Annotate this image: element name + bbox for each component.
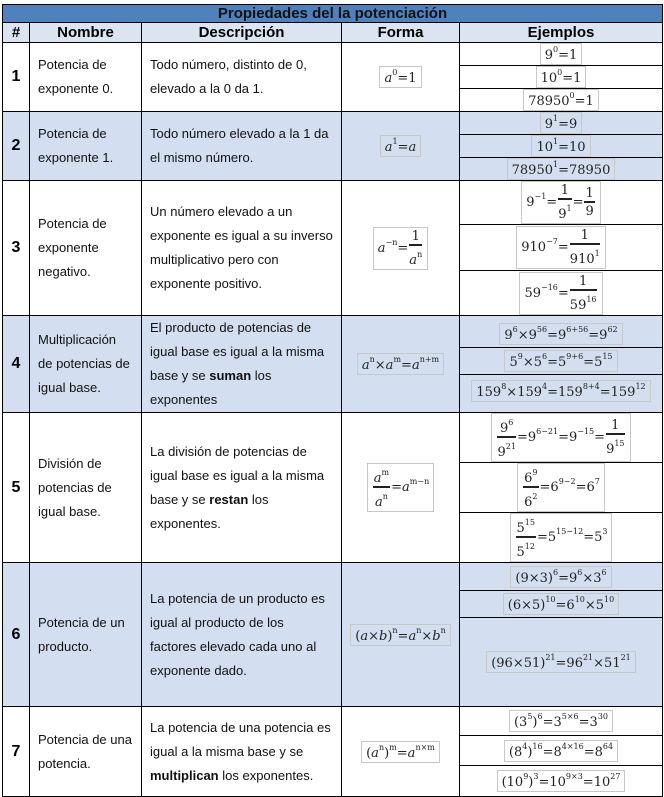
exponent: 9×3 — [565, 772, 583, 781]
exponent: n — [382, 492, 388, 501]
numerator: $9^6$ — [497, 415, 515, 438]
exponent: 4 — [542, 382, 548, 391]
row-number: 6 — [3, 563, 30, 707]
property-form — [342, 43, 460, 112]
fraction — [497, 415, 515, 460]
exponent: 6 — [577, 567, 583, 577]
example-formula: $(10^9)^3=10^{9\times 3}=10^{27}$ — [497, 770, 626, 792]
exponent: 9+6 — [566, 351, 584, 361]
exponent: 3 — [602, 527, 608, 536]
examples-list — [460, 112, 662, 180]
denominator: $9^1$ — [558, 204, 572, 222]
exponent: 6 — [542, 351, 548, 361]
example-row — [460, 225, 662, 271]
numerator: $5^{15}$ — [516, 515, 536, 538]
numerator: 1 — [606, 418, 624, 435]
example-row — [460, 158, 662, 181]
variable: b — [432, 628, 441, 644]
exponent: −n — [385, 237, 398, 247]
example-row — [460, 321, 662, 348]
example-formula: $78950^1=78950$ — [507, 158, 616, 180]
variable: a — [371, 745, 379, 761]
variable: a — [385, 358, 394, 373]
example-formula: $(96\times 51)^{21}=96^{21}\times 51^{21}$ — [486, 651, 636, 673]
exponent: −7 — [546, 237, 558, 246]
examples-cell — [460, 413, 663, 563]
variable: a — [407, 745, 416, 761]
form-formula: $\frac{a^m}{a^n}$ $=a^{m-n}$ — [367, 463, 434, 512]
fraction — [523, 465, 538, 510]
property-name: Potencia de exponente 1. — [30, 112, 142, 181]
fraction — [373, 465, 390, 510]
variable: a — [361, 358, 370, 373]
exponent: 5 — [527, 712, 533, 721]
examples-cell — [460, 43, 663, 112]
row-number: 3 — [3, 181, 30, 316]
form-formula: $a^{-n}=$ $\frac{1}{a^n}$ — [373, 227, 428, 270]
example-row — [460, 618, 662, 707]
property-form — [342, 181, 460, 316]
exponent: 10 — [574, 595, 585, 604]
example-formula: $10^0=1$ — [536, 66, 587, 88]
numerator: 1 — [570, 274, 597, 291]
exponent: 15 — [614, 439, 625, 448]
exponent: 0 — [569, 91, 575, 100]
variable: a — [377, 240, 386, 256]
exponent: n — [369, 355, 375, 364]
property-row — [3, 112, 663, 181]
header-ejemplos: Ejemplos — [460, 23, 663, 43]
example-formula: $\frac{9^6}{9^{21}}$ $=9^{6-21}=9^{-15}=$ $\frac{1}{9^{15}}$ — [491, 413, 630, 462]
variable: a — [384, 140, 393, 155]
exponent: m−n — [409, 477, 430, 486]
exponent: 12 — [524, 542, 535, 551]
property-row — [3, 707, 663, 797]
exponent: 6 — [537, 712, 543, 721]
exponent: n+m — [419, 355, 440, 364]
example-formula: $9^1=9$ — [540, 112, 583, 134]
exponent: −15 — [577, 427, 595, 436]
properties-table — [2, 4, 663, 797]
exponent: 1 — [392, 137, 398, 146]
property-row — [3, 316, 663, 413]
fraction — [409, 229, 422, 268]
example-row — [460, 374, 662, 408]
examples-cell — [460, 563, 663, 707]
fraction — [570, 274, 597, 313]
exponent: 0 — [557, 68, 563, 77]
example-row — [460, 736, 662, 766]
example-row — [460, 347, 662, 374]
exponent: 0 — [392, 68, 398, 77]
property-row — [3, 413, 663, 563]
exponent: m — [389, 742, 397, 752]
exponent: 7 — [594, 477, 600, 486]
example-row — [460, 707, 662, 736]
row-number: 2 — [3, 112, 30, 181]
example-formula: $(9\times 3)^6=9^6\times 3^6$ — [510, 566, 611, 588]
exponent: 12 — [635, 382, 646, 391]
exponent: 6 — [552, 567, 559, 577]
bold-keyword: restan — [209, 491, 249, 507]
examples-list — [460, 413, 662, 562]
exponent: 4×16 — [561, 741, 584, 751]
denominator — [373, 488, 390, 510]
example-row — [460, 591, 662, 618]
property-name: Multiplicación de potencias de igual base. — [30, 316, 142, 413]
variable: a — [374, 495, 383, 510]
example-formula: $78950^0=1$ — [523, 89, 599, 111]
row-number: 1 — [3, 43, 30, 112]
example-row — [460, 135, 662, 158]
exponent: n — [416, 625, 422, 635]
exponent: 15 — [602, 351, 613, 361]
example-row — [460, 43, 662, 66]
numerator: 1 — [409, 229, 422, 246]
example-row — [460, 463, 662, 513]
exponent: 2 — [532, 492, 538, 501]
header-nombre: Nombre — [30, 23, 142, 43]
exponent: 9 — [523, 772, 529, 781]
denominator: $910^1$ — [569, 249, 600, 267]
exponent: 10 — [604, 595, 615, 604]
property-name: Potencia de un producto. — [30, 563, 142, 707]
numerator: 1 — [558, 183, 571, 200]
example-formula: $\frac{6^9}{6^2}$ $=6^{9-2}=6^7$ — [517, 463, 605, 512]
property-description: Todo número elevado a la 1 da el mismo número. — [142, 112, 342, 181]
example-formula: $10^1=10$ — [531, 135, 590, 157]
property-form — [342, 112, 460, 181]
header-row — [3, 23, 663, 43]
exponent: 30 — [597, 712, 609, 721]
exponent: 64 — [602, 741, 614, 751]
exponent: 21 — [505, 442, 516, 451]
property-row — [3, 563, 663, 707]
exponent: 1 — [566, 204, 572, 213]
examples-list — [460, 707, 662, 796]
example-formula: $(8^4)^{16}=8^{4\times 16}=8^{64}$ — [504, 740, 618, 762]
numerator: 1 — [570, 228, 600, 245]
example-formula: $9^0=1$ — [540, 43, 583, 65]
property-description: La potencia de un producto es igual al producto de los factores elevado cada uno al exponente dado. — [142, 563, 342, 707]
row-number: 5 — [3, 413, 30, 563]
denominator: $9^{21}$ — [497, 442, 516, 460]
table-title: Propiedades del la potenciación — [3, 5, 663, 23]
example-row — [460, 181, 662, 225]
examples-cell — [460, 112, 663, 181]
exponent: 15−12 — [556, 527, 584, 536]
exponent: 62 — [607, 324, 618, 334]
exponent: m — [393, 355, 402, 364]
exponent: 16 — [532, 741, 543, 751]
example-row — [460, 413, 662, 463]
examples-cell — [460, 707, 663, 797]
example-formula: $(3^5)^6=3^{5\times 6}=3^{30}$ — [509, 710, 613, 732]
examples-cell — [460, 316, 663, 413]
variable: a — [409, 252, 418, 268]
form-formula: $a^0=1$ — [379, 66, 421, 88]
exponent: 1 — [553, 114, 559, 123]
exponent: 27 — [610, 772, 621, 781]
variable: a — [408, 140, 417, 155]
property-form — [342, 413, 460, 563]
exponent: 1 — [553, 160, 559, 169]
fraction — [570, 228, 600, 267]
bold-keyword: suman — [209, 368, 252, 383]
example-row — [460, 513, 662, 563]
example-formula: $(6\times 5)^{10}=6^{10}\times 5^{10}$ — [503, 593, 619, 615]
header-number: # — [3, 23, 30, 43]
numerator — [373, 465, 390, 488]
variable: a — [402, 480, 410, 495]
exponent: 6 — [512, 324, 518, 334]
example-row — [460, 89, 662, 112]
example-row — [460, 563, 662, 591]
property-description: Un número elevado a un exponente es igual a su inverso multiplicativo pero con exponente positivo. — [142, 181, 342, 316]
property-name: Potencia de una potencia. — [30, 707, 142, 797]
exponent: 1 — [553, 137, 559, 146]
property-description: Todo número, distinto de 0, elevado a la 0 da 1. — [142, 43, 342, 112]
exponent: 1 — [594, 249, 600, 258]
denominator: $9^{15}$ — [606, 439, 625, 457]
property-form — [342, 707, 460, 797]
property-name: Potencia de exponente negativo. — [30, 181, 142, 316]
example-formula: $9^6\times 9^{56}=9^{6+56}=9^{62}$ — [499, 323, 622, 345]
fraction — [606, 418, 624, 457]
variable: a — [360, 628, 369, 644]
numerator: $6^9$ — [523, 465, 538, 488]
property-row — [3, 181, 663, 316]
denominator: 9 — [585, 204, 594, 219]
variable: b — [378, 628, 388, 644]
exponent: 21 — [582, 653, 594, 662]
variable: a — [408, 628, 417, 644]
property-row — [3, 43, 663, 112]
exponent: 3 — [533, 772, 539, 781]
header-descripcion: Descripción — [142, 23, 342, 43]
variable: a — [373, 471, 382, 486]
examples-list — [460, 563, 662, 706]
bold-keyword: multiplican — [150, 767, 219, 783]
exponent: 21 — [545, 653, 556, 662]
exponent: 4 — [522, 741, 528, 751]
exponent: 15 — [524, 518, 535, 527]
example-formula: $5^9\times 5^6=5^{9+6}=5^{15}$ — [504, 350, 617, 372]
examples-cell — [460, 181, 663, 316]
property-form — [342, 563, 460, 707]
fraction — [516, 515, 536, 560]
form-formula: $a^n\times a^m=a^{n+m}$ — [357, 353, 444, 375]
exponent: 6 — [601, 567, 607, 577]
property-form — [342, 316, 460, 413]
exponent: m — [381, 468, 390, 477]
example-formula: $910^{-7}=$ $\frac{1}{910^1}$ — [516, 226, 605, 269]
exponent: 10 — [545, 595, 556, 604]
examples-list — [460, 321, 662, 408]
row-number: 7 — [3, 707, 30, 797]
example-formula: $\frac{5^{15}}{5^{12}}$ $=5^{15-12}=5^3$ — [510, 513, 613, 562]
example-row — [460, 766, 662, 797]
property-description: El producto de potencias de igual base es igual a la misma base y se suman los exponentes — [142, 316, 342, 413]
example-formula: $59^{-16}=$ $\frac{1}{59^{16}}$ — [519, 272, 602, 315]
exponent: n — [440, 625, 446, 635]
exponent: n×m — [415, 742, 435, 752]
example-formula: $159^8\times 159^4=159^{8+4}=159^{12}$ — [471, 380, 650, 402]
property-name: División de potencias de igual base. — [30, 413, 142, 563]
exponent: 6 — [508, 418, 514, 427]
denominator — [409, 246, 422, 268]
exponent: 6−21 — [536, 427, 559, 436]
fraction — [584, 186, 594, 219]
exponent: 5×6 — [561, 712, 579, 721]
denominator: $6^2$ — [524, 492, 538, 510]
exponent: 6+56 — [566, 324, 589, 334]
property-description: La potencia de una potencia es igual a la misma base y se multiplican los exponentes. — [142, 707, 342, 797]
exponent: 9 — [532, 468, 538, 477]
form-formula: $(a^n)^m=a^{n\times m}$ — [361, 741, 440, 763]
exponent: 0 — [553, 45, 559, 54]
form-formula: $a^1=a$ — [380, 135, 422, 157]
exponent: 9 — [517, 351, 523, 361]
exponent: n — [417, 249, 423, 259]
fraction — [558, 183, 571, 222]
exponent: n — [392, 625, 398, 635]
examples-list — [460, 43, 662, 111]
numerator: 1 — [585, 186, 594, 201]
exponent: 9−2 — [558, 477, 576, 486]
variable: a — [384, 71, 393, 86]
example-row — [460, 112, 662, 135]
property-description: La división de potencias de igual base es igual a la misma base y se restan los exponentes. — [142, 413, 342, 563]
variable: a — [411, 358, 420, 373]
exponent: 16 — [586, 294, 597, 304]
denominator: $5^{12}$ — [516, 542, 535, 560]
example-row — [460, 66, 662, 89]
exponent: n — [378, 742, 385, 752]
header-forma: Forma — [342, 23, 460, 43]
exponent: 56 — [536, 324, 548, 334]
exponent: −1 — [534, 192, 547, 201]
row-number: 4 — [3, 316, 30, 413]
example-formula: $9^{-1}=$ $\frac{1}{9^1}$ = $\frac{1}{9}$ — [521, 181, 601, 224]
examples-list — [460, 181, 662, 315]
property-name: Potencia de exponente 0. — [30, 43, 142, 112]
exponent: 8+4 — [582, 382, 600, 391]
exponent: −16 — [541, 282, 558, 292]
exponent: 8 — [501, 382, 507, 391]
denominator: $59^{16}$ — [569, 294, 597, 313]
exponent: 21 — [620, 653, 631, 662]
example-row — [460, 271, 662, 316]
form-formula: $(a\times b)^n=a^n\times b^n$ — [350, 624, 451, 646]
